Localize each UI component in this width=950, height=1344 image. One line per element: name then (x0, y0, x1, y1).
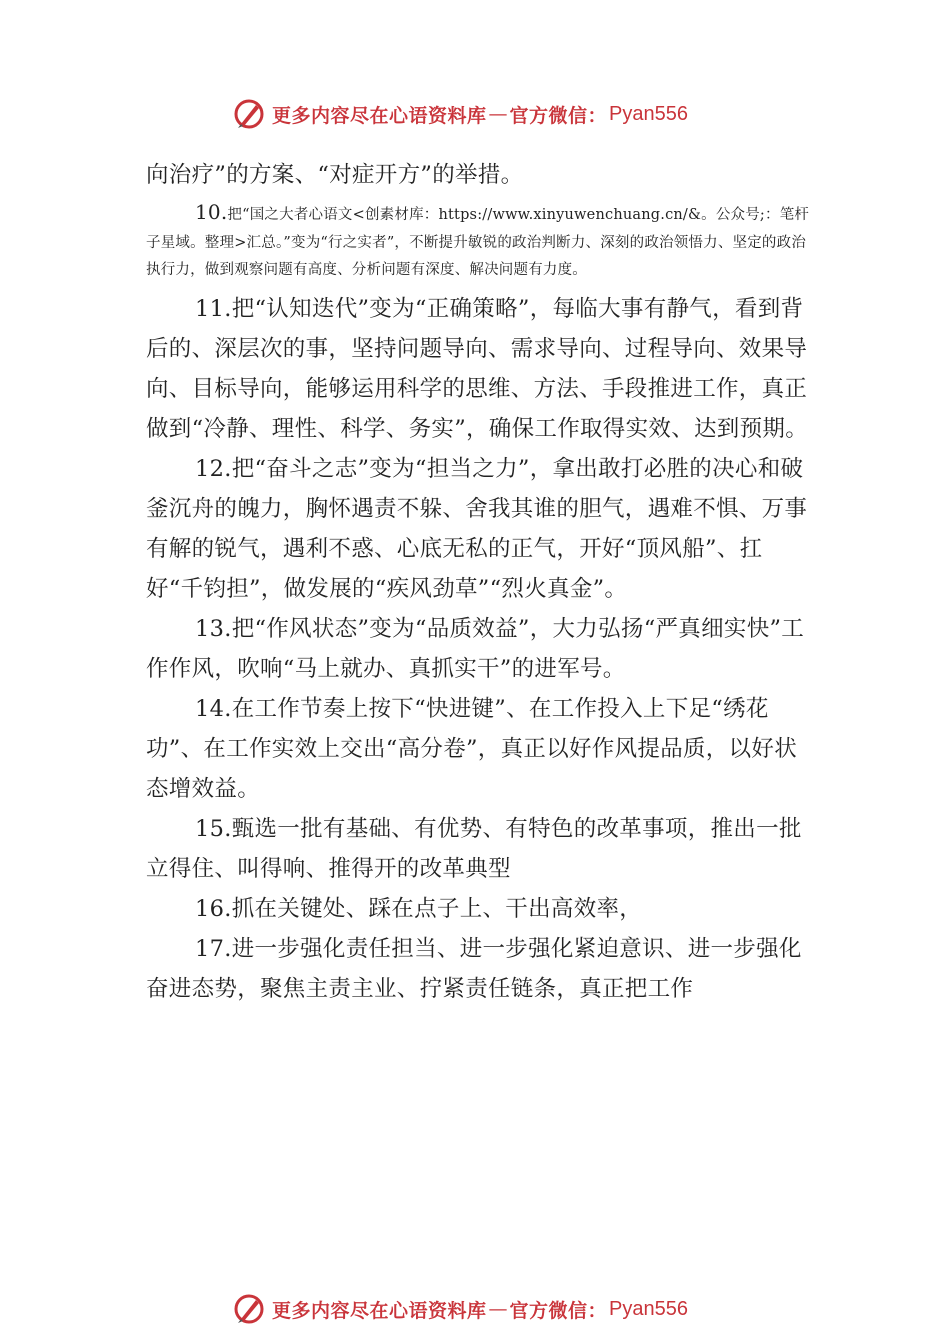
header-banner (232, 96, 688, 132)
paragraph-number: 11. (195, 295, 232, 322)
paragraph-10 (146, 199, 814, 285)
paragraph-14 (146, 689, 814, 809)
paragraph-17 (146, 929, 814, 1009)
paragraph-number: 10. (195, 200, 228, 224)
paragraph-number: 12. (195, 455, 232, 482)
footer-banner (232, 1291, 688, 1327)
paragraph-text: 进一步强化责任担当、进一步强化紧迫意识、进一步强化奋进态势，聚焦主责主业、拧紧责任链条，真正把工作 (146, 935, 802, 1002)
banner-dash: — (488, 1298, 508, 1320)
banner-title: 更多内容尽在心语资料库 (272, 104, 487, 127)
paragraph-continuation (146, 155, 814, 195)
paragraph-15 (146, 809, 814, 889)
paragraph-text: 在工作节奏上按下“快进键”、在工作投入上下足“绣花功”、在工作实效上交出“高分卷”，真正以好作风提品质，以好状态增效益。 (146, 695, 798, 802)
banner-wechat-id: Pyan556 (609, 1297, 688, 1320)
paragraph-11 (146, 289, 814, 449)
paragraph-12 (146, 449, 814, 609)
feather-pen-logo-icon (232, 1292, 266, 1326)
paragraph-number: 13. (195, 615, 232, 642)
feather-pen-logo-icon (232, 97, 266, 131)
banner-wechat-label: 官方微信： (509, 104, 608, 127)
banner-dash: — (488, 103, 508, 125)
paragraph-number: 16. (195, 895, 232, 922)
paragraph-text: 抓在关键处、踩在点子上、干出高效率， (231, 895, 643, 922)
paragraph-text: 甄选一批有基础、有优势、有特色的改革事项，推出一批立得住、叫得响、推得开的改革典型 (146, 815, 802, 882)
paragraph-text: 把“作风状态”变为“品质效益”，大力弘扬“严真细实快”工作作风，吹响“马上就办、真抓实干”的进军号。 (146, 615, 805, 682)
paragraph-number: 15. (195, 815, 232, 842)
document-body (146, 155, 814, 1009)
banner-title: 更多内容尽在心语资料库 (272, 1299, 487, 1322)
paragraph-text: 把“认知迭代”变为“正确策略”，每临大事有静气，看到背后的、深层次的事，坚持问题导向、需求导向、过程导向、效果导向、目标导向，能够运用科学的思维、方法、手段推进工作，真正做到“冷静、理性、科学、务实”，确保工作取得实效、达到预期。 (146, 295, 809, 442)
paragraph-number: 14. (195, 695, 232, 722)
paragraph-13 (146, 609, 814, 689)
paragraph-text: 向治疗”的方案、“对症开方”的举措。 (146, 162, 524, 188)
banner-wechat-label: 官方微信： (509, 1299, 608, 1322)
banner-wechat-id: Pyan556 (609, 102, 688, 125)
paragraph-text: 把“奋斗之志”变为“担当之力”，拿出敢打必胜的决心和破釜沉舟的魄力，胸怀遇责不躲、舍我其谁的胆气，遇难不惧、万事有解的锐气，遇利不惑、心底无私的正气，开好“顶风船”、扛好“千钧担”，做发展的“疾风劲草”“烈火真金”。 (146, 455, 808, 602)
paragraph-16 (146, 889, 814, 929)
paragraph-number: 17. (195, 935, 232, 962)
paragraph-text: 把“国之大者心语文<创素材库：https://www.xinyuwenchuang.cn/&。公众号;：笔杆子星域。整理>汇总。”变为“行之实者”，不断提升敏锐的政治判断力、深刻的政治领悟力、坚定的政治执行力，做到观察问题有高度、分析问题有深度、解决问题有力度。 (146, 207, 810, 278)
